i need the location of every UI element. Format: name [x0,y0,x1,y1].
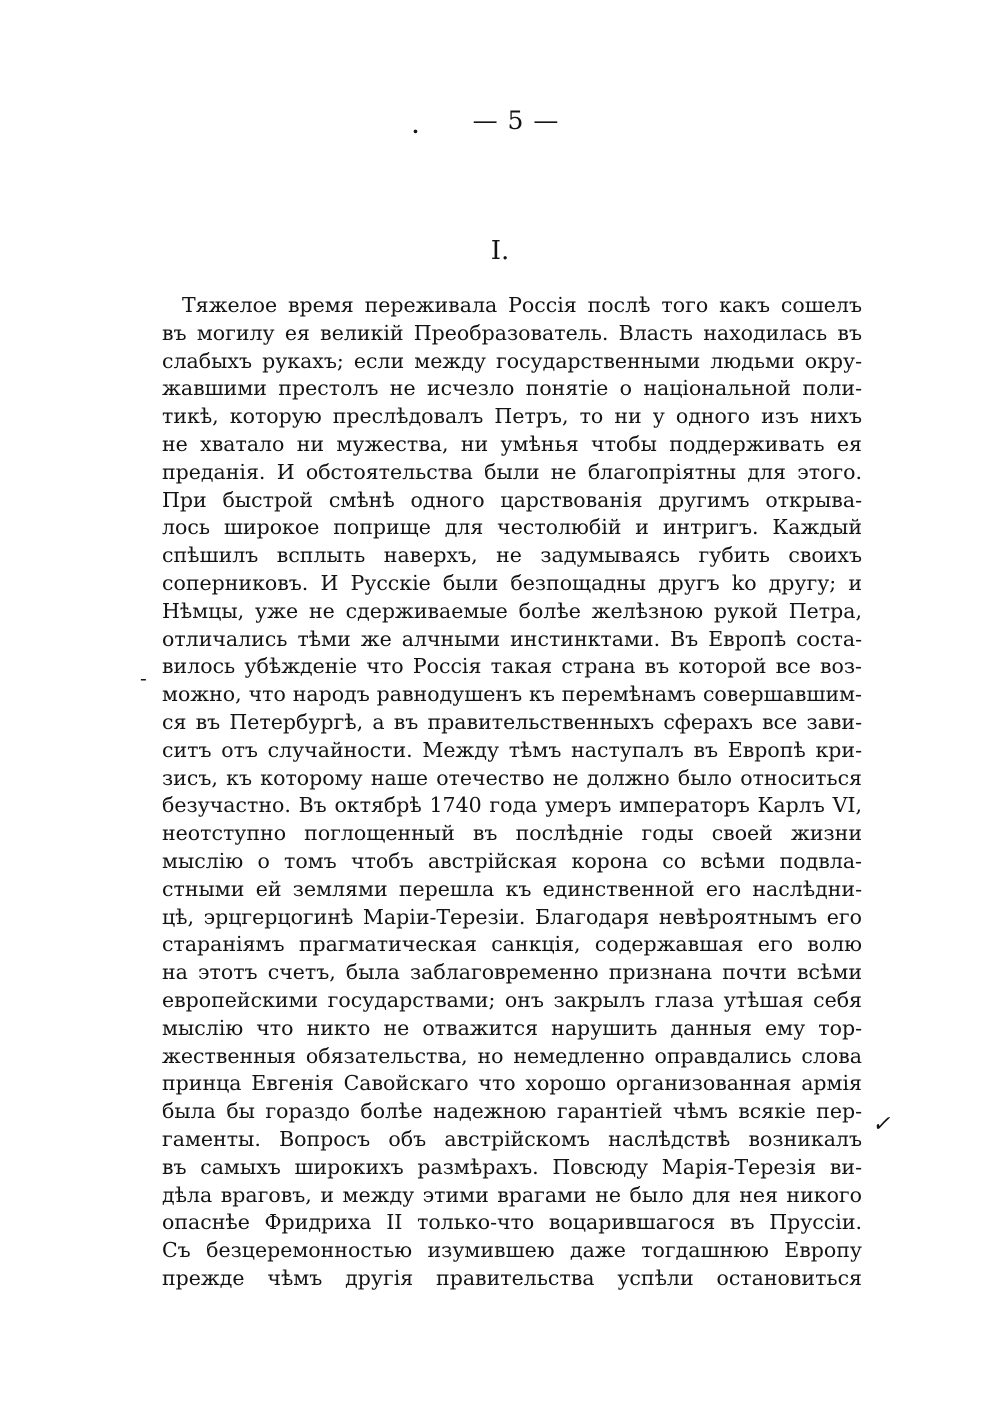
text-line: стараніямъ прагматическая санкція, содержавшая его волю [162,932,862,957]
text-line: цѣ, эрцгерцогинѣ Маріи-Терезіи. Благодаря невѣроятнымъ его [162,904,862,929]
text-line: стными ей землями перешла къ единственной его наслѣдни- [162,876,862,901]
text-line: При быстрой смѣнѣ одного царствованія другимъ открыва- [162,487,862,512]
text-line: мыслію о томъ чтобъ австрійская корона со всѣми подвла- [162,848,862,873]
text-line: преданія. И обстоятельства были не благопріятны для этого. [162,459,862,484]
text-line: гаменты. Вопросъ объ австрійскомъ наслѣдствѣ возникалъ [162,1126,862,1151]
page-number: — 5 — [472,106,560,135]
chapter-heading: I. [490,236,510,266]
stray-dot: . [412,114,419,138]
text-line: слабыхъ рукахъ; если между государственными людьми окру- [162,348,862,373]
text-line: отличались тѣми же алчными инстинктами. Въ Европѣ соста- [162,626,862,651]
text-line: была бы гораздо болѣе надежною гарантіей чѣмъ всякіе пер- [162,1099,862,1124]
text-line: ся въ Петербургѣ, а въ правительственныхъ сферахъ все зави- [162,709,862,734]
text-line: жественныя обязательства, но немедленно оправдались слова [162,1043,862,1068]
text-line: жавшими престолъ не исчезло понятіе о національной поли- [162,376,862,401]
text-line: на этотъ счетъ, была заблаговременно признана почти всѣми [162,960,862,985]
text-line: прежде чѣмъ другія правительства успѣли остановиться [162,1265,862,1290]
text-line: спѣшилъ всплыть наверхъ, не задумываясь губить своихъ [162,543,862,568]
text-line: лось широкое поприще для честолюбій и интригъ. Каждый [162,515,862,540]
text-line: тикѣ, которую преслѣдовалъ Петръ, то ни у одного изъ нихъ [162,404,862,429]
text-line: въ самыхъ широкихъ размѣрахъ. Повсюду Марія-Терезія ви- [162,1154,862,1179]
text-line: можно, что народъ равнодушенъ къ перемѣнамъ совершавшим- [162,682,862,707]
text-line: дѣла враговъ, и между этими врагами не было для нея никого [162,1182,862,1207]
text-line: Тяжелое время переживала Россія послѣ того какъ сошелъ [182,293,862,317]
text-line: ситъ отъ случайности. Между тѣмъ наступалъ въ Европѣ кри- [162,737,862,762]
text-line: безучастно. Въ октябрѣ 1740 года умеръ императоръ Карлъ VI, [162,793,862,818]
text-line: Нѣмцы, уже не сдерживаемые болѣе желѣзною рукой Петра, [162,598,862,623]
margin-check-mark-icon: ✓ [872,1112,891,1137]
text-line: опаснѣе Фридриха II только-что воцарившагося въ Пруссіи. [162,1210,862,1235]
text-line: Съ безцеремонностью изумившею даже тогдашнюю Европу [162,1238,862,1263]
text-line: европейскими государствами; онъ закрылъ глаза утѣшая себя [162,987,862,1012]
text-line: не хватало ни мужества, ни умѣнья чтобы поддерживать ея [162,431,862,456]
text-line: зисъ, къ которому наше отечество не должно было относиться [162,765,862,790]
text-line: соперниковъ. И Русскіе были безпощадны другъ ko другу; и [162,570,862,595]
margin-mark-left: - [140,666,147,690]
text-line: мыслію что никто не отважится нарушить данныя ему тор- [162,1015,862,1040]
text-line: вилось убѣжденіе что Россія такая страна въ которой все воз- [162,654,862,679]
text-line: въ могилу ея великій Преобразователь. Власть находилась въ [162,320,862,345]
text-line: неотступно поглощенный въ послѣдніе годы своей жизни [162,821,862,846]
body-text [162,292,862,1293]
text-line: принца Евгенія Савойскаго что хорошо организованная армія [162,1071,862,1096]
